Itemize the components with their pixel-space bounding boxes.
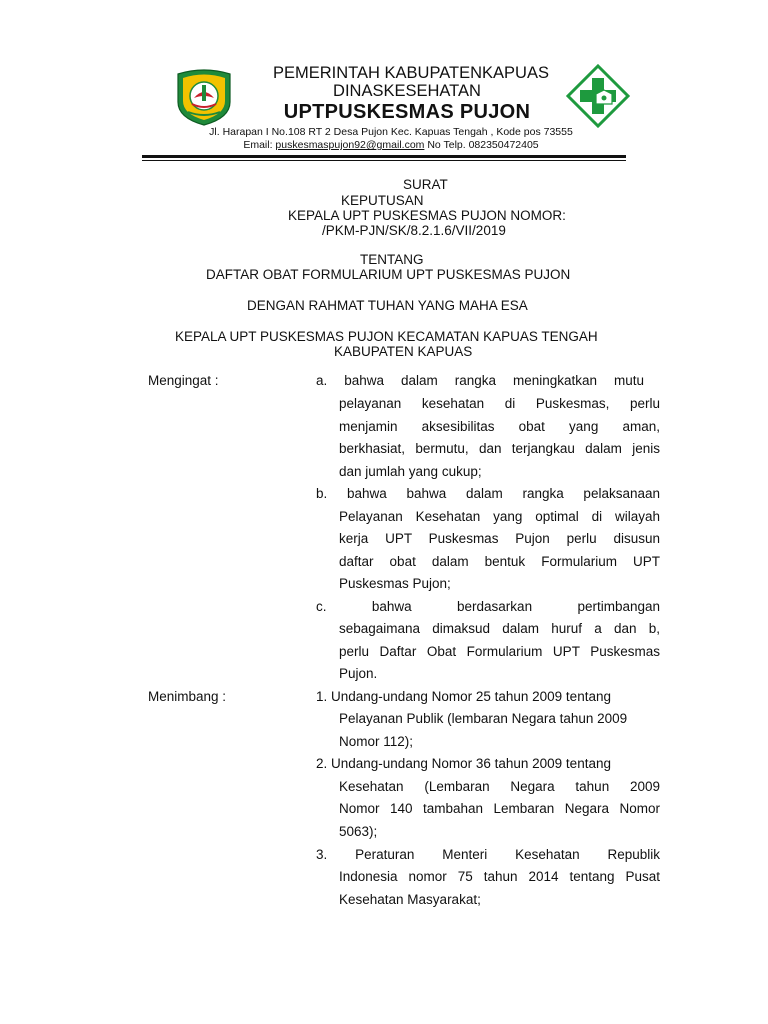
mengingat-item-b-first: b. bahwa bahwa dalam rangka pelaksanaan — [316, 486, 660, 501]
menimbang-item-3-first: 3. Peraturan Menteri Kesehatan Republik — [316, 847, 660, 862]
mengingat-item-a-line: menjamin aksesibilitas obat yang aman, — [339, 419, 660, 434]
mengingat-item-a-first: a. bahwa dalam rangka meningkatkan mutu — [316, 373, 644, 388]
letterhead-rule-thick — [142, 155, 626, 158]
mengingat-item-a-line: pelayanan kesehatan di Puskesmas, perlu — [339, 396, 660, 411]
title-keputusan: KEPUTUSAN — [341, 193, 424, 208]
menimbang-item-2-first: 2. Undang-undang Nomor 36 tahun 2009 tentang — [316, 756, 611, 771]
menimbang-item-2-line: Kesehatan (Lembaran Negara tahun 2009 — [339, 779, 660, 794]
phone-text: No Telp. 082350472405 — [424, 139, 539, 151]
letterhead-address: Jl. Harapan I No.108 RT 2 Desa Pujon Kec. Kapuas Tengah , Kode pos 73555 — [209, 126, 573, 138]
menimbang-item-1-line: Pelayanan Publik (lembaran Negara tahun 2009 — [339, 711, 628, 726]
mengingat-item-c-first: c. bahwa berdasarkan pertimbangan — [316, 599, 660, 614]
menimbang-item-1-first: 1. Undang-undang Nomor 25 tahun 2009 tentang — [316, 689, 611, 704]
menimbang-item-3-line: Kesehatan Masyarakat; — [339, 892, 481, 907]
mengingat-item-b-line: kerja UPT Puskesmas Pujon perlu disusun — [339, 531, 660, 546]
letterhead-institution: UPTPUSKESMAS PUJON — [283, 101, 531, 123]
title-subject: DAFTAR OBAT FORMULARIUM UPT PUSKESMAS PUJON — [206, 267, 571, 282]
title-kepala-nomor: KEPALA UPT PUSKESMAS PUJON NOMOR: — [288, 208, 566, 223]
mengingat-item-c-line: Pujon. — [339, 666, 378, 681]
mengingat-item-b-line: Pelayanan Kesehatan yang optimal di wilayah — [339, 509, 660, 524]
title-rahmat: DENGAN RAHMAT TUHAN YANG MAHA ESA — [247, 298, 528, 313]
email-label: Email: — [243, 139, 276, 151]
title-official-line1: KEPALA UPT PUSKESMAS PUJON KECAMATAN KAPUAS TENGAH — [175, 329, 598, 344]
title-surat: SURAT — [403, 177, 448, 192]
mengingat-item-a-line: dan jumlah yang cukup; — [339, 464, 482, 479]
mengingat-item-c-line: perlu Daftar Obat Formularium UPT Puskesmas — [339, 644, 660, 659]
title-tentang: TENTANG — [360, 252, 424, 267]
letterhead-contact — [0, 139, 768, 151]
menimbang-item-2-line: 5063); — [339, 824, 378, 839]
menimbang-item-1-line: Nomor 112); — [339, 734, 414, 749]
email-link[interactable]: puskesmaspujon92@gmail.com — [275, 139, 425, 151]
title-nomor: /PKM-PJN/SK/8.2.1.6/VII/2019 — [322, 223, 506, 238]
mengingat-item-c-line: sebagaimana dimaksud dalam huruf a dan b, — [339, 621, 660, 636]
letterhead-government: PEMERINTAH KABUPATENKAPUAS — [273, 64, 549, 82]
letterhead-rule-thin — [142, 160, 626, 161]
mengingat-label: Mengingat : — [148, 373, 219, 388]
title-official-line2: KABUPATEN KAPUAS — [334, 344, 473, 359]
letterhead-department: DINASKESEHATAN — [333, 82, 481, 100]
menimbang-item-3-line: Indonesia nomor 75 tahun 2014 tentang Pusat — [339, 869, 660, 884]
menimbang-item-2-line: Nomor 140 tambahan Lembaran Negara Nomor — [339, 801, 660, 816]
mengingat-item-a-line: berkhasiat, bermutu, dan terjangkau dalam jenis — [339, 441, 660, 456]
mengingat-item-b-line: Puskesmas Pujon; — [339, 576, 451, 591]
mengingat-item-b-line: daftar obat dalam bentuk Formularium UPT — [339, 554, 660, 569]
menimbang-label: Menimbang : — [148, 689, 227, 704]
